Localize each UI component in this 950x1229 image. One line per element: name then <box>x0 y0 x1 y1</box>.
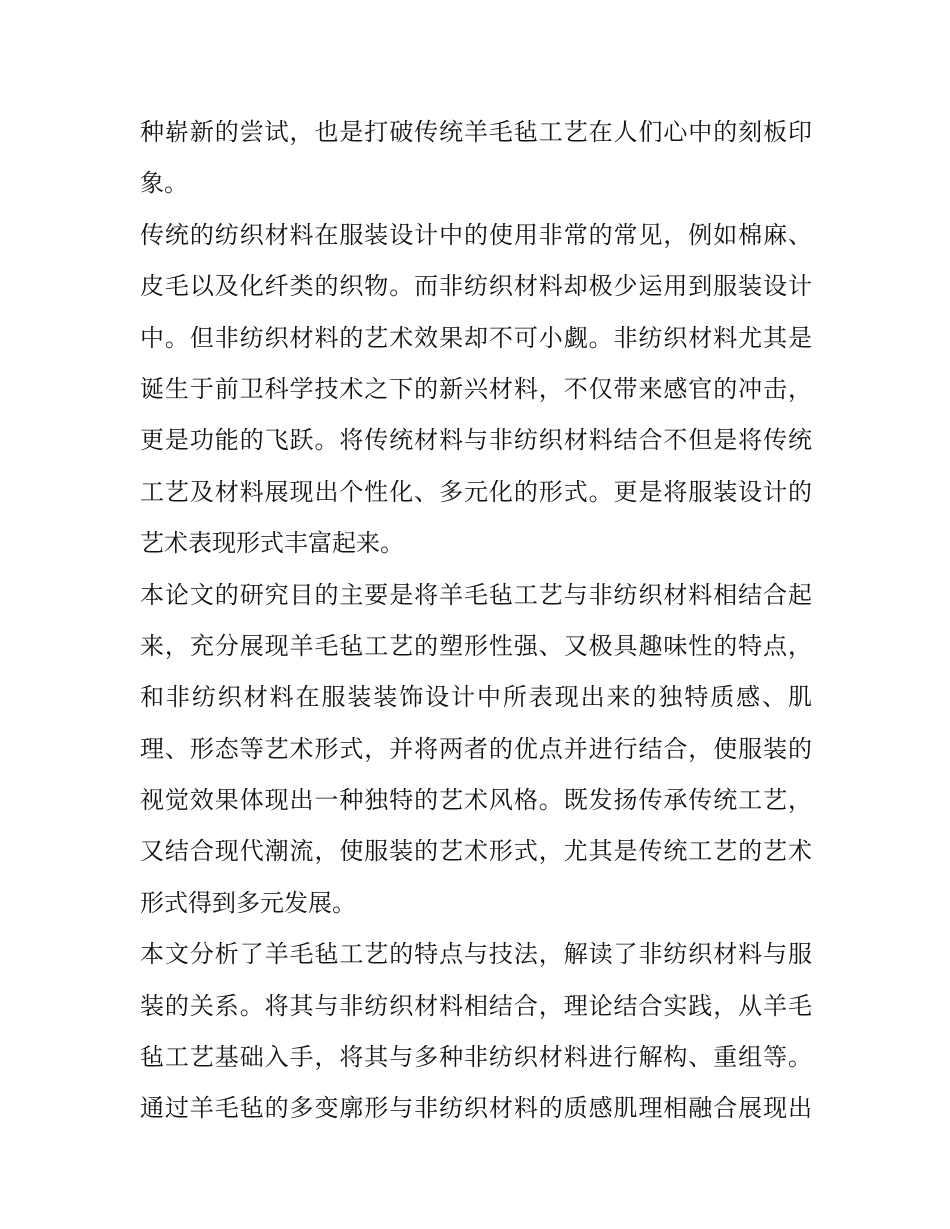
paragraph-1 <box>140 107 812 210</box>
text-line: 更是功能的飞跃。将传统材料与非纺织材料结合不但是将传统 <box>140 426 812 455</box>
text-line: 工艺及材料展现出个性化、多元化的形式。更是将服装设计的 <box>140 477 812 506</box>
text-line: 传统的纺织材料在服装设计中的使用非常的常见，例如棉麻、 <box>140 220 812 249</box>
text-line: 诞生于前卫科学技术之下的新兴材料，不仅带来感官的冲击， <box>140 374 812 403</box>
text-line: 艺术表现形式丰富起来。 <box>140 529 404 558</box>
text-line: 中。但非纺织材料的艺术效果却不可小觑。非纺织材料尤其是 <box>140 323 812 352</box>
text-line: 和非纺织材料在服装装饰设计中所表现出来的独特质感、肌 <box>140 683 812 712</box>
text-line: 视觉效果体现出一种独特的艺术风格。既发扬传承传统工艺， <box>140 786 812 815</box>
text-line: 皮毛以及化纤类的织物。而非纺织材料却极少运用到服装设计 <box>140 272 812 301</box>
paragraph-2 <box>140 210 812 570</box>
text-line: 形式得到多元发展。 <box>140 888 356 917</box>
text-line: 又结合现代潮流，使服装的艺术形式，尤其是传统工艺的艺术 <box>140 837 812 866</box>
text-line: 通过羊毛毡的多变廓形与非纺织材料的质感肌理相融合展现出 <box>140 1094 812 1123</box>
text-line: 种崭新的尝试，也是打破传统羊毛毡工艺在人们心中的刻板印 <box>140 118 812 146</box>
text-line: 理、形态等艺术形式，并将两者的优点并进行结合，使服装的 <box>140 734 812 763</box>
paragraph-4 <box>140 929 812 1135</box>
text-line: 象。 <box>140 169 188 198</box>
text-line: 毡工艺基础入手，将其与多种非纺织材料进行解构、重组等。 <box>140 1043 812 1072</box>
text-line: 本论文的研究目的主要是将羊毛毡工艺与非纺织材料相结合起 <box>140 580 812 609</box>
text-line: 来，充分展现羊毛毡工艺的塑形性强、又极具趣味性的特点， <box>140 631 812 660</box>
paragraph-3 <box>140 570 812 930</box>
text-line: 本文分析了羊毛毡工艺的特点与技法，解读了非纺织材料与服 <box>140 940 812 969</box>
text-line: 装的关系。将其与非纺织材料相结合，理论结合实践，从羊毛 <box>140 991 812 1020</box>
document-body <box>140 107 812 1135</box>
